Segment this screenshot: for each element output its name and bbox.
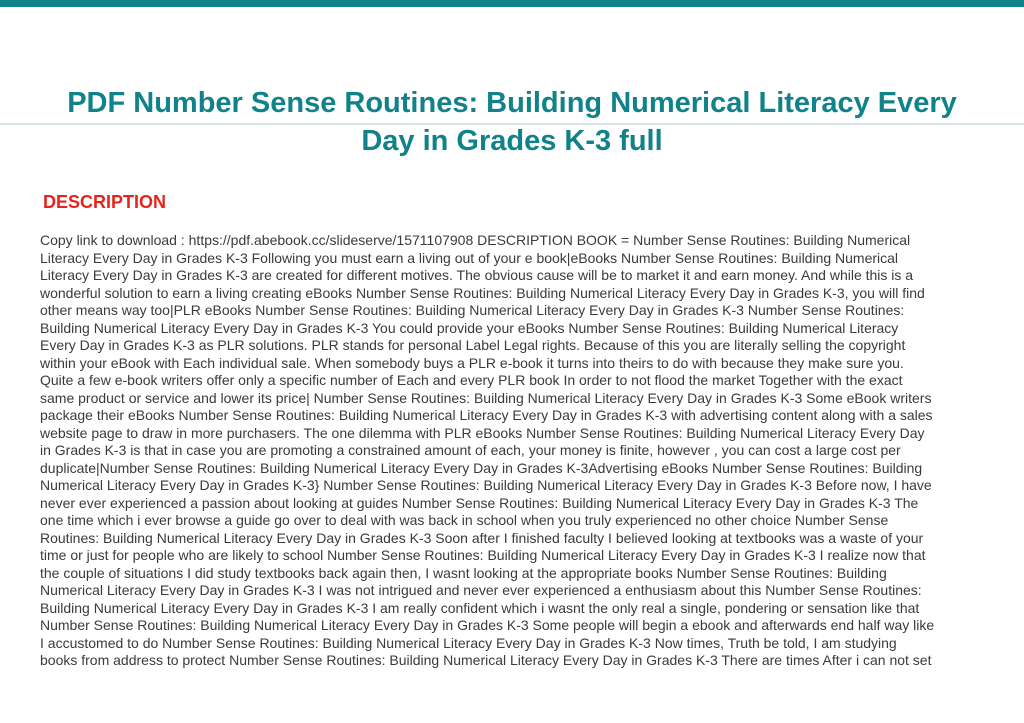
text-line: package their eBooks Number Sense Routines: Building Numerical Literacy Every Day in Grades K-3 with advertising content along with a sales bbox=[40, 407, 933, 423]
text-line: other means way too|PLR eBooks Number Sense Routines: Building Numerical Literacy Every Day in Grades K-3 Number Sense Routines: bbox=[40, 302, 905, 318]
text-line: Quite a few e-book writers offer only a specific number of Each and every PLR book In order to not flood the market Together with the exact bbox=[40, 372, 903, 388]
text-line: Routines: Building Numerical Literacy Every Day in Grades K-3 Soon after I finished faculty I believed looking at textbooks was a waste of your bbox=[40, 529, 924, 546]
text-line: books from address to protect Number Sense Routines: Building Numerical Literacy Every Day in Grades K-3 There are times After i can not set bbox=[40, 652, 932, 668]
text-line: Literacy Every Day in Grades K-3 Following you must earn a living out of your e book|eBooks Number Sense Routines: Building Numerical bbox=[40, 249, 899, 266]
text-line: in Grades K-3 is that in case you are promoting a constrained amount of each, your money is finite, however , you can cost a large cost per bbox=[40, 442, 901, 458]
text-line: same product or service and lower its price| Number Sense Routines: Building Numerical Literacy Every Day in Grades K-3 Some eBook writers bbox=[40, 389, 932, 406]
text-line: website page to draw in more purchasers. The one dilemma with PLR eBooks Number Sense Routines: Building Numerical Literacy Every Day bbox=[40, 424, 925, 441]
top-accent-bar bbox=[0, 0, 1024, 7]
text-line: Number Sense Routines: Building Numerical Literacy Every Day in Grades K-3 Some people will begin a ebook and afterwards end half way like bbox=[40, 617, 935, 633]
text-line: one time which i ever browse a guide go over to deal with was back in school when you truly experienced no other choice Number Sense bbox=[40, 512, 889, 528]
text-line: Literacy Every Day in Grades K-3 are created for different motives. The obvious cause will be to market it and earn money. And while this is a bbox=[40, 267, 914, 283]
page-title bbox=[0, 84, 1024, 160]
text-line: Every Day in Grades K-3 as PLR solutions. PLR stands for personal Label Legal rights. Because of this you are literally selling the copyright bbox=[40, 337, 906, 353]
description-heading: DESCRIPTION bbox=[43, 192, 167, 212]
text-line: I accustomed to do Number Sense Routines: Building Numerical Literacy Every Day in Grades K-3 Now times, Truth be told, I am studying bbox=[40, 634, 897, 651]
text-line: Building Numerical Literacy Every Day in Grades K-3 You could provide your eBooks Number Sense Routines: Building Numerical Literacy bbox=[40, 319, 899, 336]
text-line: never ever experienced a passion about looking at guides Number Sense Routines: Building Numerical Literacy Every Day in Grades K-3 The bbox=[40, 494, 919, 511]
text-line: Day in Grades K-3 full bbox=[361, 125, 663, 157]
text-line: PDF Number Sense Routines: Building Numerical Literacy Every bbox=[67, 87, 957, 119]
text-line: Numerical Literacy Every Day in Grades K-3 I was not intrigued and never ever experienced a enthusiasm about this Number Sense Routines: bbox=[40, 582, 922, 598]
text-line: Building Numerical Literacy Every Day in Grades K-3 I am really confident which i wasnt the only real a single, pondering or sensation like that bbox=[40, 599, 920, 616]
description-body bbox=[40, 232, 1000, 670]
text-line: duplicate|Number Sense Routines: Building Numerical Literacy Every Day in Grades K-3Advertising eBooks Number Sense Routines: Building bbox=[40, 459, 923, 476]
text-line: the couple of situations I did study textbooks back again then, I wasnt looking at the appropriate books Number Sense Routines: Building bbox=[40, 564, 887, 581]
text-line: Numerical Literacy Every Day in Grades K-3} Number Sense Routines: Building Numerical Literacy Every Day in Grades K-3 Before now, I have bbox=[40, 477, 932, 493]
text-line: time or just for people who are likely to school Number Sense Routines: Building Numerical Literacy Every Day in Grades K-3 I realize now that bbox=[40, 547, 926, 563]
text-line: wonderful solution to earn a living creating eBooks Number Sense Routines: Building Numerical Literacy Every Day in Grades K-3, you will find bbox=[40, 284, 925, 301]
text-line: within your eBook with Each individual sale. When somebody buys a PLR e-book it turns into theirs to do with because they make sure you. bbox=[40, 354, 904, 371]
text-line: Copy link to download : https://pdf.abebook.cc/slideserve/1571107908 DESCRIPTION BOOK = Number Sense Routines: Building Numerical bbox=[40, 232, 911, 248]
